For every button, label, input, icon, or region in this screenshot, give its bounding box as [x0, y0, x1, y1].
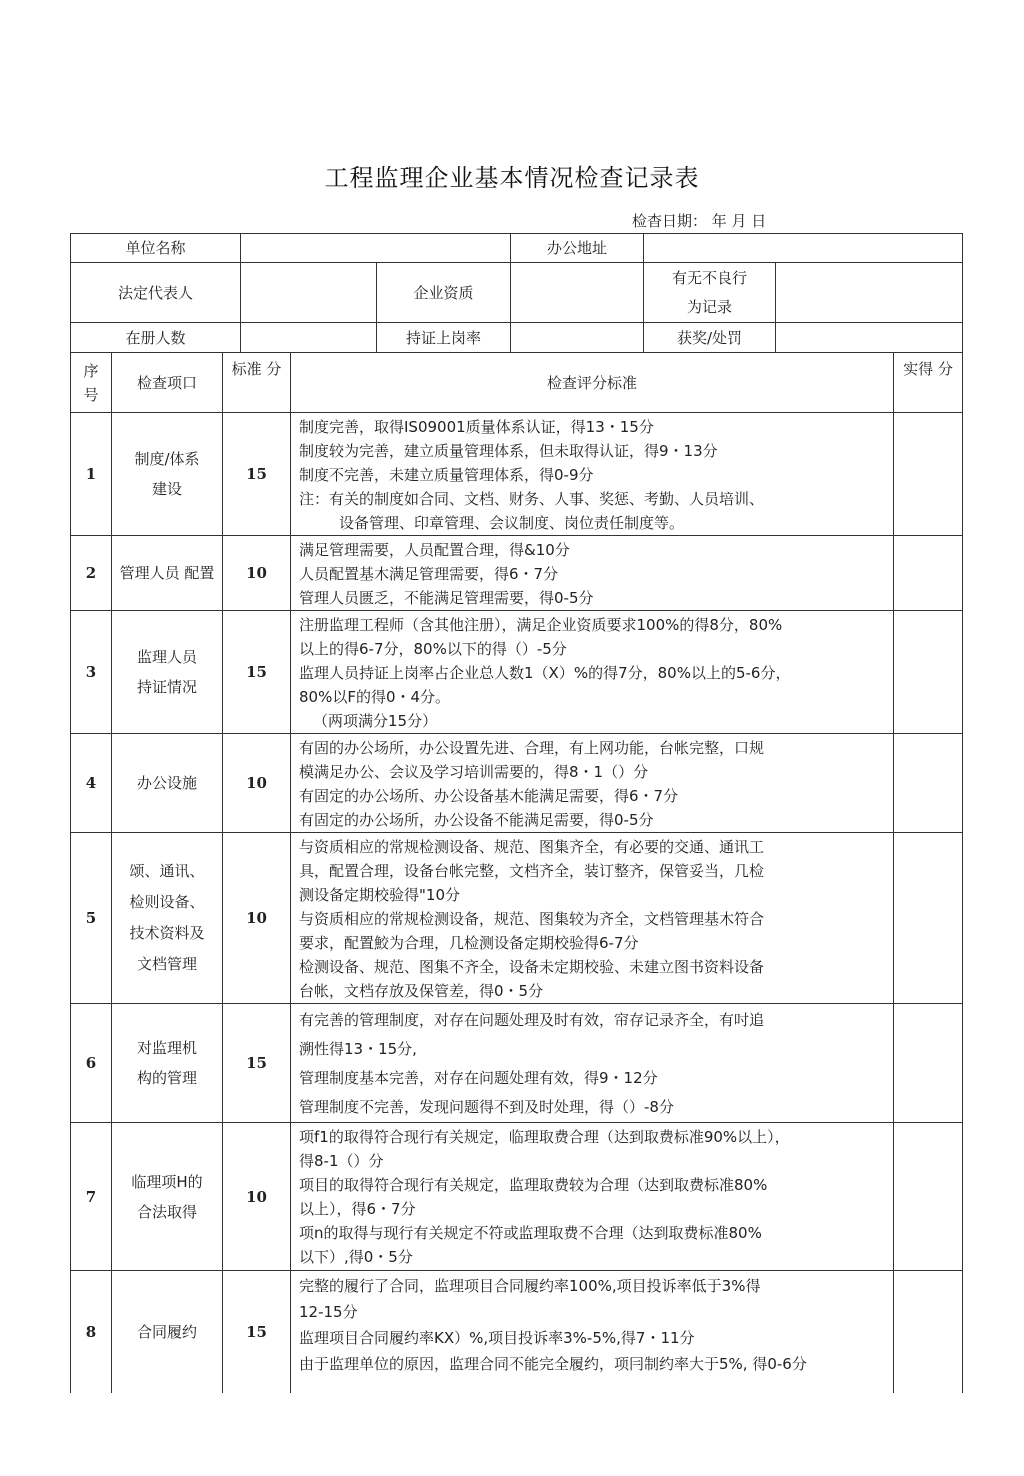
- header-seq: [71, 353, 112, 413]
- bad-record-label-line1: 有无不良行: [671, 268, 747, 287]
- criteria-line: 检测设备、规范、图集不齐全，设备未定期校验、未建立图书资料设备: [299, 958, 765, 976]
- criteria-line: 监理项目合同履约率KX）%,项目投诉率3%-5%,得7・11分: [299, 1329, 695, 1347]
- criteria-line: 满足管理需要，人员配置合理，得&10分: [299, 541, 570, 559]
- header-item: 检查项口: [112, 353, 223, 413]
- row-score: 15: [223, 1004, 291, 1123]
- row-score: 15: [223, 413, 291, 536]
- row-actual-score[interactable]: [894, 536, 963, 611]
- criteria-line: 以下）,得0・5分: [299, 1248, 413, 1266]
- row-seq: 5: [71, 833, 112, 1004]
- criteria-line: 要求，配置鮫为合理，几检测设备定期校验得6-7分: [299, 934, 639, 952]
- criteria-line: 台帐，文档存放及保管差，得0・5分: [299, 982, 544, 1000]
- row-criteria: [291, 1123, 894, 1271]
- legal-rep-value[interactable]: [241, 263, 377, 323]
- unit-name-value[interactable]: [241, 234, 511, 263]
- row-item-line: 对监理机: [136, 1039, 197, 1057]
- row-actual-score[interactable]: [894, 611, 963, 734]
- legal-rep-label: 法定代表人: [71, 263, 241, 323]
- unit-name-label: 单位名称: [71, 234, 241, 263]
- row-item: [112, 536, 223, 611]
- row-actual-score[interactable]: [894, 833, 963, 1004]
- row-item: [112, 833, 223, 1004]
- row-score: 10: [223, 833, 291, 1004]
- row-criteria: [291, 1271, 894, 1393]
- row-score: 10: [223, 734, 291, 833]
- row-item: [112, 413, 223, 536]
- bad-record-label-line2: 为记录: [686, 297, 732, 316]
- row-actual-score[interactable]: [894, 1123, 963, 1271]
- row-item-line: 办公设施: [136, 774, 197, 792]
- criteria-line: 溯性得13・15分,: [299, 1040, 417, 1058]
- row-item: [112, 1271, 223, 1393]
- row-item: [112, 1123, 223, 1271]
- criteria-line: 设备管理、印章管理、会议制度、岗位责任制度等。: [339, 514, 685, 532]
- row-item-line: 文档管理: [136, 955, 197, 973]
- row-criteria: [291, 833, 894, 1004]
- table-row: [71, 1123, 963, 1271]
- staff-count-value[interactable]: [241, 323, 377, 353]
- row-item-line: 检则设备、: [129, 893, 205, 911]
- row-item-line: 建设: [151, 480, 182, 498]
- criteria-line: 监理人员持证上岗率占企业总人数1（X）%的得7分，80%以上的5-6分，: [299, 664, 791, 682]
- criteria-line: 制度较为完善，建立质量管理体系，但未取得认证，得9・13分: [299, 442, 718, 460]
- row-criteria: [291, 413, 894, 536]
- criteria-line: 与资质相应的常规检测设备、规范、图集齐全，有必要的交通、通讯工: [299, 838, 765, 856]
- info-table: [70, 233, 963, 353]
- criteria-line: （两项满分15分）: [313, 712, 438, 730]
- bad-record-label: [644, 263, 776, 323]
- criteria-line: 得8-1（）分: [299, 1152, 384, 1170]
- criteria-line: 具，配置合理，设备台帐完整，文档齐全，装订整齐，保管妥当，几检: [299, 862, 765, 880]
- criteria-line: 人员配置基木满足管理需要，得6・7分: [299, 565, 559, 583]
- row-seq: 8: [71, 1271, 112, 1393]
- bad-record-value[interactable]: [776, 263, 963, 323]
- criteria-line: 项n的取得与现行有关规定不符或监理取费不合理（达到取费标准80%: [299, 1224, 762, 1242]
- criteria-line: 由于监理单位的原因，监理合同不能完全履约，项冃制约率大于5%, 得0-6分: [299, 1355, 807, 1373]
- row-actual-score[interactable]: [894, 413, 963, 536]
- row-seq: 7: [71, 1123, 112, 1271]
- row-item-line: 临理项H的: [131, 1172, 203, 1191]
- office-address-value[interactable]: [644, 234, 963, 263]
- row-seq: 4: [71, 734, 112, 833]
- row-criteria: [291, 734, 894, 833]
- criteria-line: 制度不完善，未建立质量管理体系，得0-9分: [299, 466, 594, 484]
- table-row: [71, 1004, 963, 1123]
- criteria-line: 注册监理工程师（含其他注册），满足企业资质要求100%的得8分，80%: [299, 616, 783, 634]
- criteria-line: 有固定的办公场所、办公设备基木能满足需要，得6・7分: [299, 787, 679, 805]
- row-criteria: [291, 1004, 894, 1123]
- row-item-line: 合同履约: [136, 1322, 197, 1341]
- criteria-line: 模满足办公、会议及学习培训需要的，得8・1（）分: [299, 763, 649, 781]
- table-row: [71, 413, 963, 536]
- row-score: 15: [223, 611, 291, 734]
- header-standard: 标准 分: [223, 353, 291, 413]
- office-address-label: 办公地址: [511, 234, 644, 263]
- row-seq: 3: [71, 611, 112, 734]
- criteria-line: 管理制度基本完善，对存在问题处理有效，得9・12分: [299, 1069, 658, 1087]
- row-item-line: 技术资料及: [129, 924, 205, 942]
- row-item-line: 合法取得: [136, 1202, 197, 1221]
- criteria-line: 注：有关的制度如合同、文档、财务、人事、奖惩、考勤、人员培训、: [299, 490, 765, 508]
- row-item-line: 监理人员: [136, 648, 197, 666]
- row-score: 10: [223, 536, 291, 611]
- row-seq: 1: [71, 413, 112, 536]
- staff-count-label: 在册人数: [71, 323, 241, 353]
- row-item-line: 持证情况: [136, 678, 197, 696]
- criteria-line: 测设备定期校验得"10分: [299, 886, 460, 904]
- criteria-line: 80%以F的得0・4分。: [299, 688, 451, 706]
- criteria-line: 管理制度不完善，发现问题得不到及时处理，得（）-8分: [299, 1098, 674, 1116]
- criteria-line: 项目的取得符合现行有关规定，监理取费较为合理（达到取费标准80%: [299, 1176, 768, 1194]
- page-title: 工程监理企业基本情况检查记录表: [324, 164, 700, 192]
- row-criteria: [291, 536, 894, 611]
- row-actual-score[interactable]: [894, 734, 963, 833]
- criteria-line: 制度完善，取得IS09001质量体系认证，得13・15分: [299, 418, 654, 436]
- row-score: 15: [223, 1271, 291, 1393]
- row-actual-score[interactable]: [894, 1004, 963, 1123]
- qualification-label: 企业资质: [377, 263, 511, 323]
- row-criteria: [291, 611, 894, 734]
- criteria-line: 有固定的办公场所，办公设备不能满足需要，得0-5分: [299, 811, 654, 829]
- row-score: 10: [223, 1123, 291, 1271]
- row-item: [112, 1004, 223, 1123]
- header-seq-line2: 号: [83, 385, 99, 404]
- check-date: 检杳日期： 年 月 日: [632, 212, 767, 230]
- criteria-line: 有完善的管理制度，对存在问题处理及时有效，帘存记录齐全，有吋追: [299, 1011, 765, 1029]
- inspection-table: [70, 352, 963, 1393]
- criteria-line: 管理人员匮乏，不能满足管理需要，得0-5分: [299, 589, 594, 607]
- cert-rate-value[interactable]: [511, 323, 644, 353]
- table-row: [71, 833, 963, 1004]
- award-label: 获奖/处罚: [644, 323, 776, 353]
- qualification-value[interactable]: [511, 263, 644, 323]
- row-item: [112, 611, 223, 734]
- criteria-line: 有固的办公场所，办公设置先进、合理，有上网功能，台帐完整，口规: [299, 739, 765, 757]
- row-item: [112, 734, 223, 833]
- table-row: [71, 611, 963, 734]
- row-actual-score[interactable]: [894, 1271, 963, 1393]
- criteria-line: 与资质相应的常规检测设备，规范、图集较为齐全，文档管理基木符合: [299, 910, 765, 928]
- table-row: [71, 734, 963, 833]
- table-row: [71, 536, 963, 611]
- cert-rate-label: 持证上岗率: [377, 323, 511, 353]
- row-seq: 2: [71, 536, 112, 611]
- header-actual: 实得 分: [894, 353, 963, 413]
- criteria-line: 12-15分: [299, 1303, 358, 1321]
- criteria-line: 以上），得6・7分: [299, 1200, 416, 1218]
- criteria-line: 项f1的取得符合现行有关规定，临理取费合理（达到取费标准90%以上），: [299, 1128, 790, 1146]
- row-item-line: 颂、通讯、: [129, 862, 205, 880]
- table-row: [71, 1271, 963, 1393]
- header-seq-line1: 序: [83, 361, 99, 380]
- award-value[interactable]: [776, 323, 963, 353]
- row-item-line: 制度/体系: [134, 450, 200, 468]
- row-seq: 6: [71, 1004, 112, 1123]
- row-item-line: 构的管理: [136, 1069, 197, 1087]
- row-item-line: 管理人员 配置: [119, 564, 215, 582]
- criteria-line: 以上的得6-7分，80%以下的得（）-5分: [299, 640, 567, 658]
- header-criteria: 检查评分标准: [291, 353, 894, 413]
- criteria-line: 完整的履行了合同，监理项目合同履约率100%,项目投诉率低于3%得: [299, 1277, 761, 1295]
